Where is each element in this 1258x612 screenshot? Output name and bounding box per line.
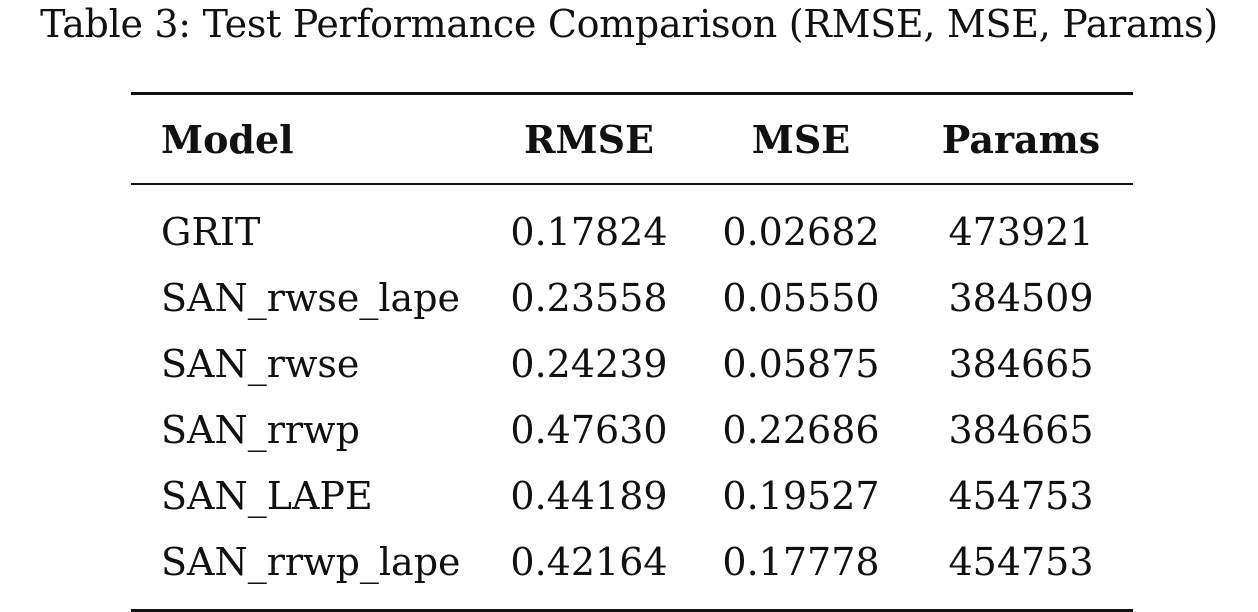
cell-mse: 0.05875: [722, 342, 880, 386]
table-row: [131, 397, 1133, 463]
cell-rmse: 0.23558: [510, 276, 668, 320]
cell-model: SAN_rwse_lape: [161, 276, 461, 320]
cell-model: SAN_rrwp_lape: [161, 540, 461, 584]
cell-mse: 0.17778: [722, 540, 880, 584]
results-table: [131, 92, 1133, 612]
cell-model: SAN_LAPE: [161, 474, 373, 518]
cell-rmse: 0.42164: [510, 540, 668, 584]
table-row: [131, 463, 1133, 529]
table-body: [131, 185, 1133, 609]
cell-mse: 0.22686: [722, 408, 880, 452]
cell-params: 384665: [948, 408, 1094, 452]
table-row: [131, 529, 1133, 595]
cell-rmse: 0.17824: [510, 210, 668, 254]
header-rmse: RMSE: [523, 116, 655, 162]
table-row: [131, 331, 1133, 397]
cell-mse: 0.19527: [722, 474, 880, 518]
cell-params: 454753: [948, 474, 1094, 518]
table-caption: Table 3: Test Performance Comparison (RMSE, MSE, Params): [40, 2, 1218, 46]
cell-params: 384509: [948, 276, 1094, 320]
header-model: Model: [161, 116, 294, 162]
cell-params: 384665: [948, 342, 1094, 386]
cell-params: 473921: [948, 210, 1094, 254]
cell-rmse: 0.47630: [510, 408, 668, 452]
cell-mse: 0.02682: [722, 210, 880, 254]
cell-params: 454753: [948, 540, 1094, 584]
header-mse: MSE: [751, 116, 851, 162]
cell-rmse: 0.44189: [510, 474, 668, 518]
cell-model: SAN_rwse: [161, 342, 360, 386]
cell-model: GRIT: [161, 210, 261, 254]
cell-mse: 0.05550: [722, 276, 880, 320]
header-params: Params: [941, 116, 1101, 162]
cell-rmse: 0.24239: [510, 342, 668, 386]
table-header-row: [131, 95, 1133, 183]
cell-model: SAN_rrwp: [161, 408, 360, 452]
table-row: [131, 265, 1133, 331]
table-row: [131, 199, 1133, 265]
